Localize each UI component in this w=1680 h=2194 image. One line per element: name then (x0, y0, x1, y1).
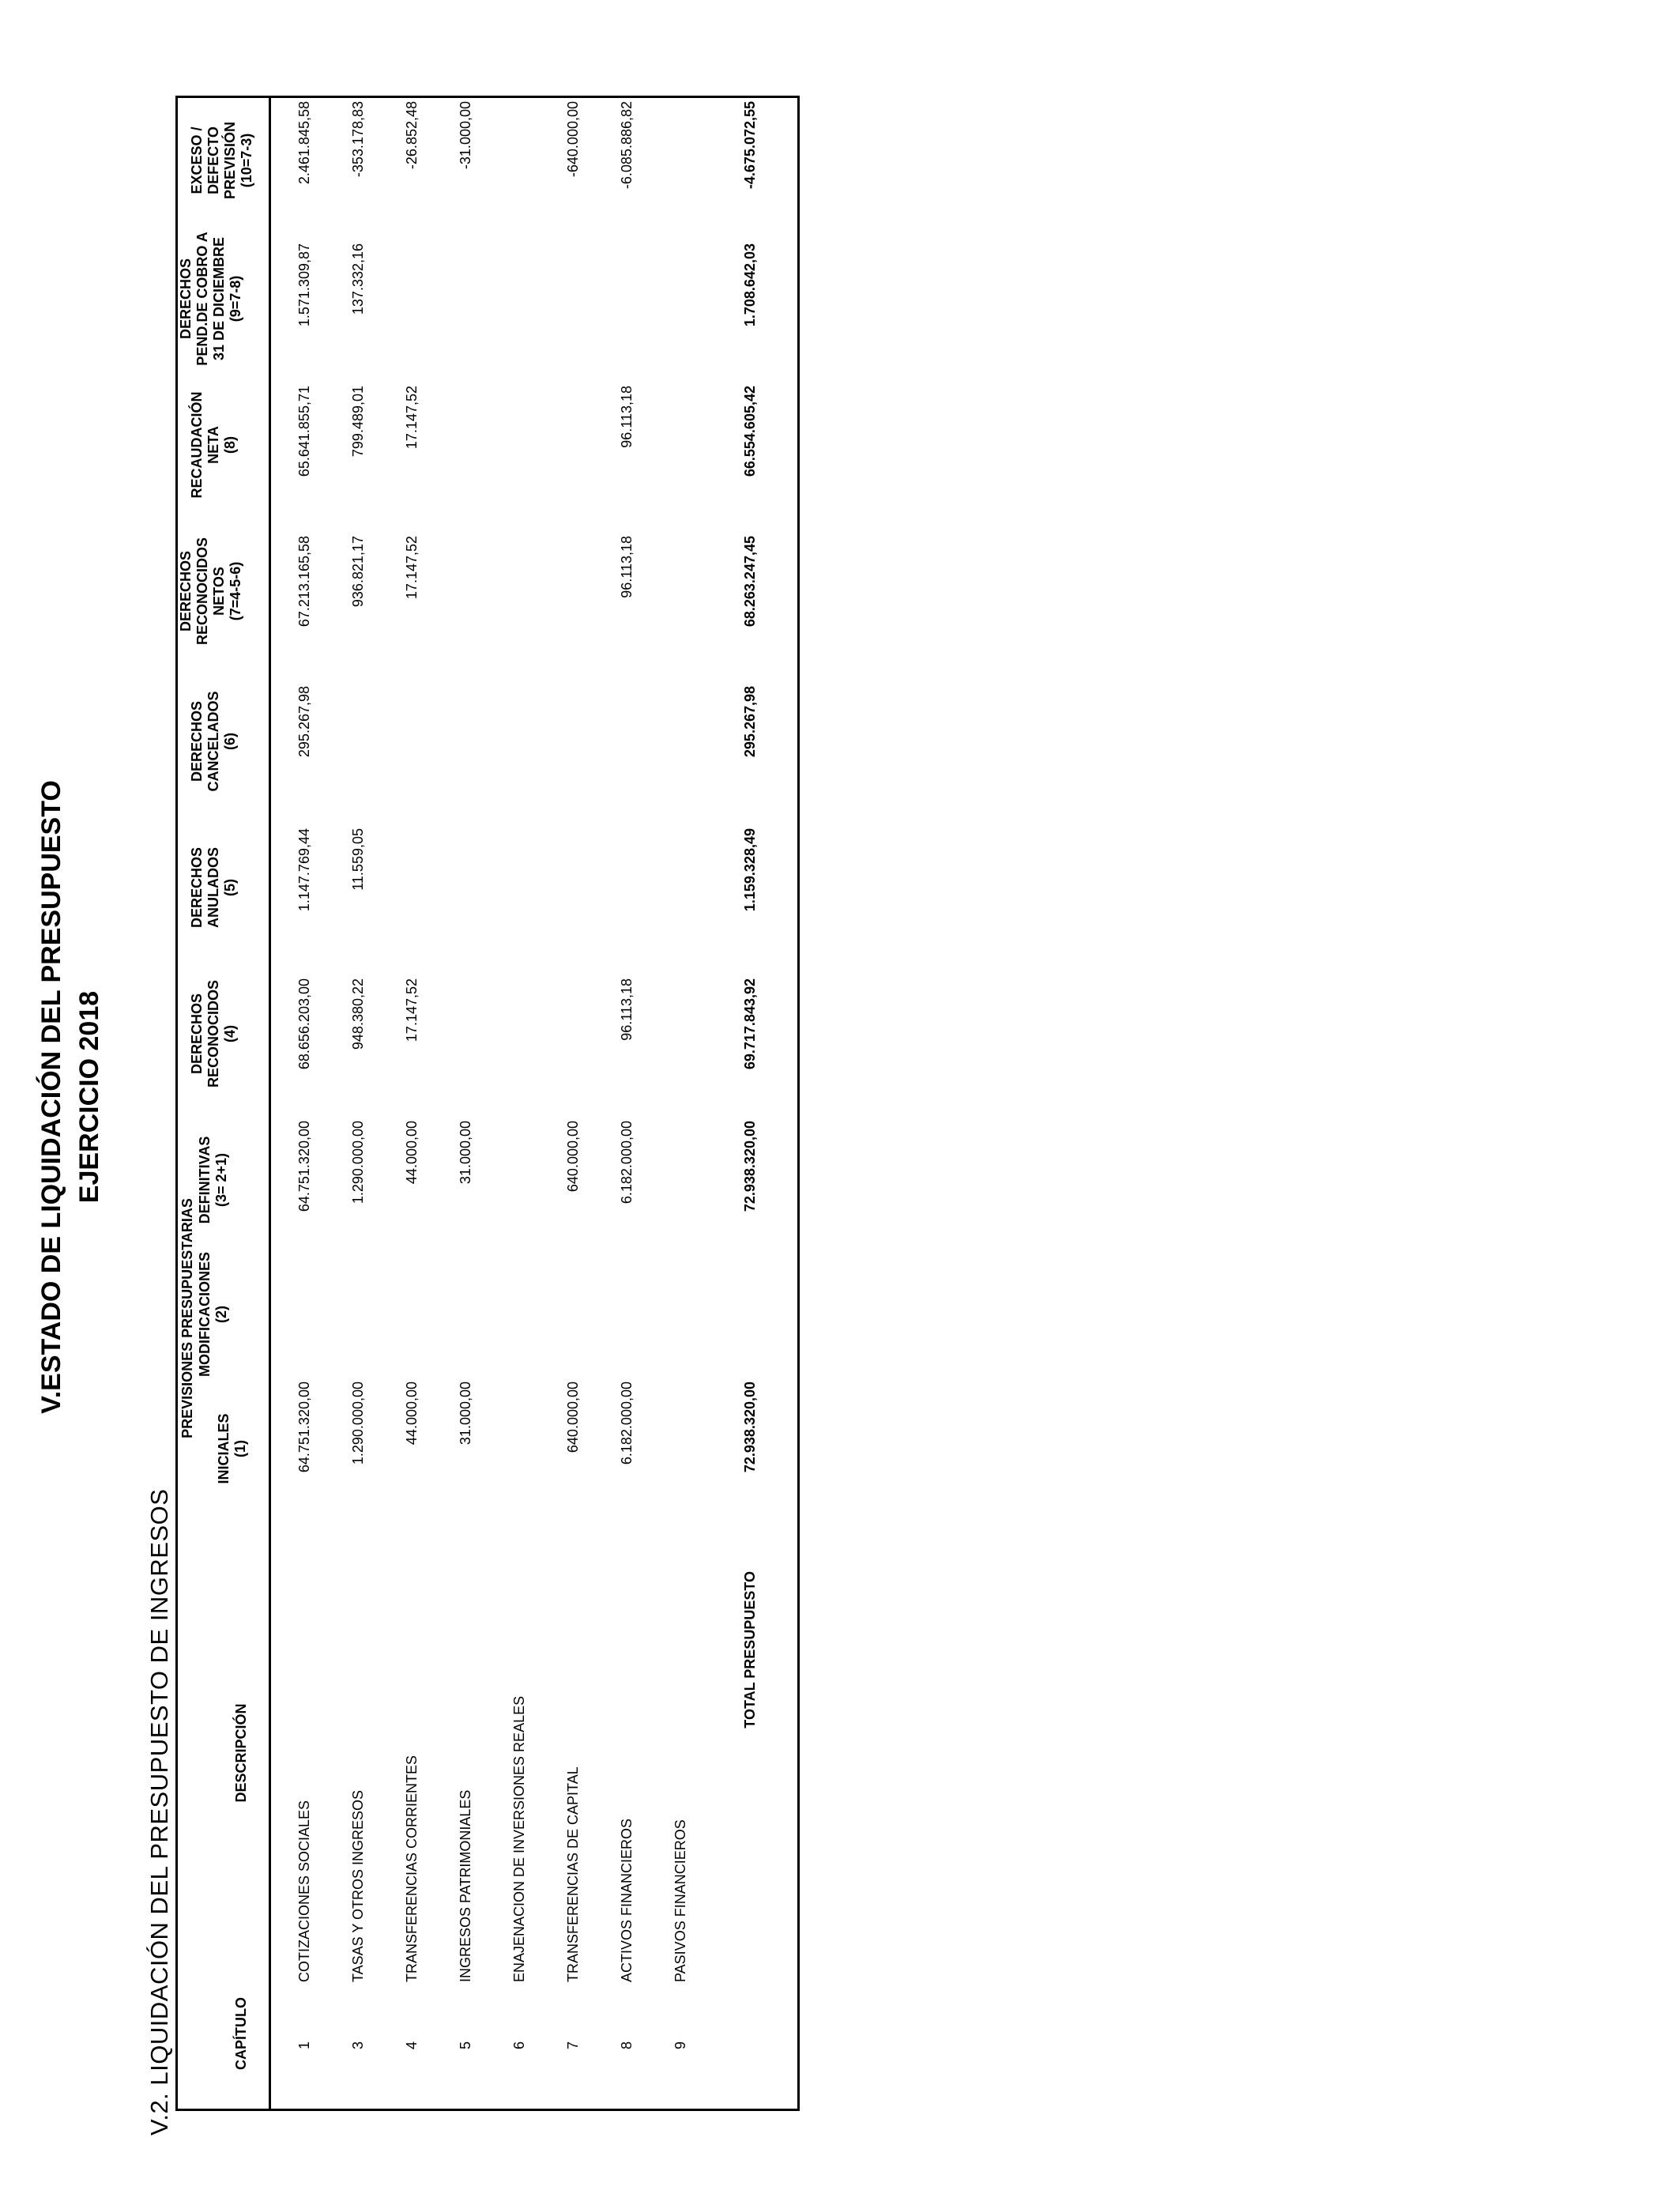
row-ini: 64.751.320,00 (296, 1382, 312, 1473)
row-rea: 17.147,52 (404, 386, 420, 450)
row-rea: 65.641.855,71 (296, 386, 312, 477)
row-can: 295.267,98 (296, 686, 312, 758)
row-def: 640.000,00 (565, 1121, 581, 1193)
header-recaudacion: RECAUDACIÓN NETA (8) (189, 391, 238, 499)
row-descripcion: INGRESOS PATRIMONIALES (458, 1789, 473, 1982)
row-def: 31.000,00 (458, 1121, 473, 1185)
row-net: 936.821,17 (350, 536, 366, 608)
row-descripcion: ACTIVOS FINANCIEROS (619, 1818, 635, 1982)
row-capitulo: 6 (511, 2041, 527, 2050)
header-anulados: DERECHOS ANULADOS (5) (189, 847, 238, 929)
header-reconocidos: DERECHOS RECONOCIDOS (4) (189, 980, 238, 1088)
row-def: 44.000,00 (404, 1121, 420, 1185)
section-title: V.2. LIQUIDACIÓN DEL PRESUPUESTO DE INGRESOS (145, 1488, 173, 2136)
header-descripcion: DESCRIPCIÓN (233, 1703, 249, 1803)
row-rea: 799.489,01 (350, 386, 366, 458)
row-rec: 948.380,22 (350, 978, 366, 1050)
row-ini: 6.182.000,00 (619, 1382, 635, 1465)
row-ini: 44.000,00 (404, 1382, 420, 1446)
header-definitivas: DEFINITIVAS (3= 2+1) (197, 1136, 229, 1224)
row-def: 6.182.000,00 (619, 1121, 635, 1204)
header-capitulo: CAPÍTULO (233, 1997, 249, 2070)
row-exc: -26.852,48 (404, 101, 420, 170)
total-exc: -4.675.072,55 (742, 101, 758, 190)
row-ini: 31.000,00 (458, 1382, 473, 1446)
row-ini: 1.290.000,00 (350, 1382, 366, 1465)
row-capitulo: 7 (565, 2041, 581, 2050)
total-def: 72.938.320,00 (742, 1121, 758, 1212)
row-descripcion: TASAS Y OTROS INGRESOS (350, 1789, 366, 1982)
header-separator (269, 96, 271, 2111)
header-previsiones-group: PREVISIONES PRESUPUESTARIAS (179, 1198, 195, 1438)
row-pen: 1.571.309,87 (296, 243, 312, 327)
row-exc: -6.085.886,82 (619, 101, 635, 190)
row-anu: 11.559,05 (350, 828, 366, 891)
total-rea: 66.554.605,42 (742, 386, 758, 477)
row-rec: 17.147,52 (404, 978, 420, 1042)
header-modificaciones: MODIFICACIONES (2) (197, 1252, 229, 1378)
row-descripcion: COTIZACIONES SOCIALES (296, 1800, 312, 1982)
row-capitulo: 4 (404, 2041, 420, 2050)
header-iniciales: INICIALES (1) (216, 1413, 248, 1484)
header-pendientes: DERECHOS PEND.DE COBRO A 31 DE DICIEMBRE (9=7-8) (178, 232, 243, 366)
row-descripcion: PASIVOS FINANCIEROS (672, 1819, 688, 1982)
row-anu: 1.147.769,44 (296, 828, 312, 912)
row-descripcion: ENAJENACION DE INVERSIONES REALES (511, 1695, 527, 1982)
total-ini: 72.938.320,00 (742, 1382, 758, 1473)
header-exceso: EXCESO / DEFECTO PREVISIÓN (10=7-3) (189, 121, 254, 200)
total-can: 295.267,98 (742, 686, 758, 758)
row-capitulo: 3 (350, 2041, 366, 2050)
row-capitulo: 8 (619, 2041, 635, 2050)
row-exc: 2.461.845,58 (296, 101, 312, 185)
row-net: 96.113,18 (619, 536, 635, 598)
row-exc: -353.178,83 (350, 101, 366, 178)
row-def: 64.751.320,00 (296, 1121, 312, 1212)
header-netos: DERECHOS RECONOCIDOS NETOS (7=4-5-6) (178, 537, 243, 646)
row-net: 17.147,52 (404, 536, 420, 600)
row-capitulo: 9 (672, 2041, 688, 2050)
header-cancelados: DERECHOS CANCELADOS (6) (189, 691, 238, 792)
page-subtitle-year: EJERCICIO 2018 (74, 990, 104, 1204)
row-exc: -640.000,00 (565, 101, 581, 178)
row-capitulo: 1 (296, 2041, 312, 2050)
page-title: V.ESTADO DE LIQUIDACIÓN DEL PRESUPUESTO (36, 780, 66, 1414)
row-def: 1.290.000,00 (350, 1121, 366, 1204)
total-net: 68.263.247,45 (742, 536, 758, 628)
row-rea: 96.113,18 (619, 386, 635, 448)
row-exc: -31.000,00 (458, 101, 473, 170)
row-capitulo: 5 (458, 2041, 473, 2050)
total-pen: 1.708.642,03 (742, 243, 758, 327)
total-anu: 1.159.328,49 (742, 828, 758, 912)
row-ini: 640.000,00 (565, 1382, 581, 1453)
row-descripcion: TRANSFERENCIAS DE CAPITAL (565, 1766, 581, 1982)
row-descripcion: TRANSFERENCIAS CORRIENTES (404, 1755, 420, 1982)
row-rec: 68.656.203,00 (296, 978, 312, 1070)
total-label: TOTAL PRESUPUESTO (742, 1571, 758, 1728)
total-rec: 69.717.843,92 (742, 978, 758, 1070)
row-rec: 96.113,18 (619, 978, 635, 1041)
row-net: 67.213.165,58 (296, 536, 312, 628)
row-pen: 137.332,16 (350, 243, 366, 315)
